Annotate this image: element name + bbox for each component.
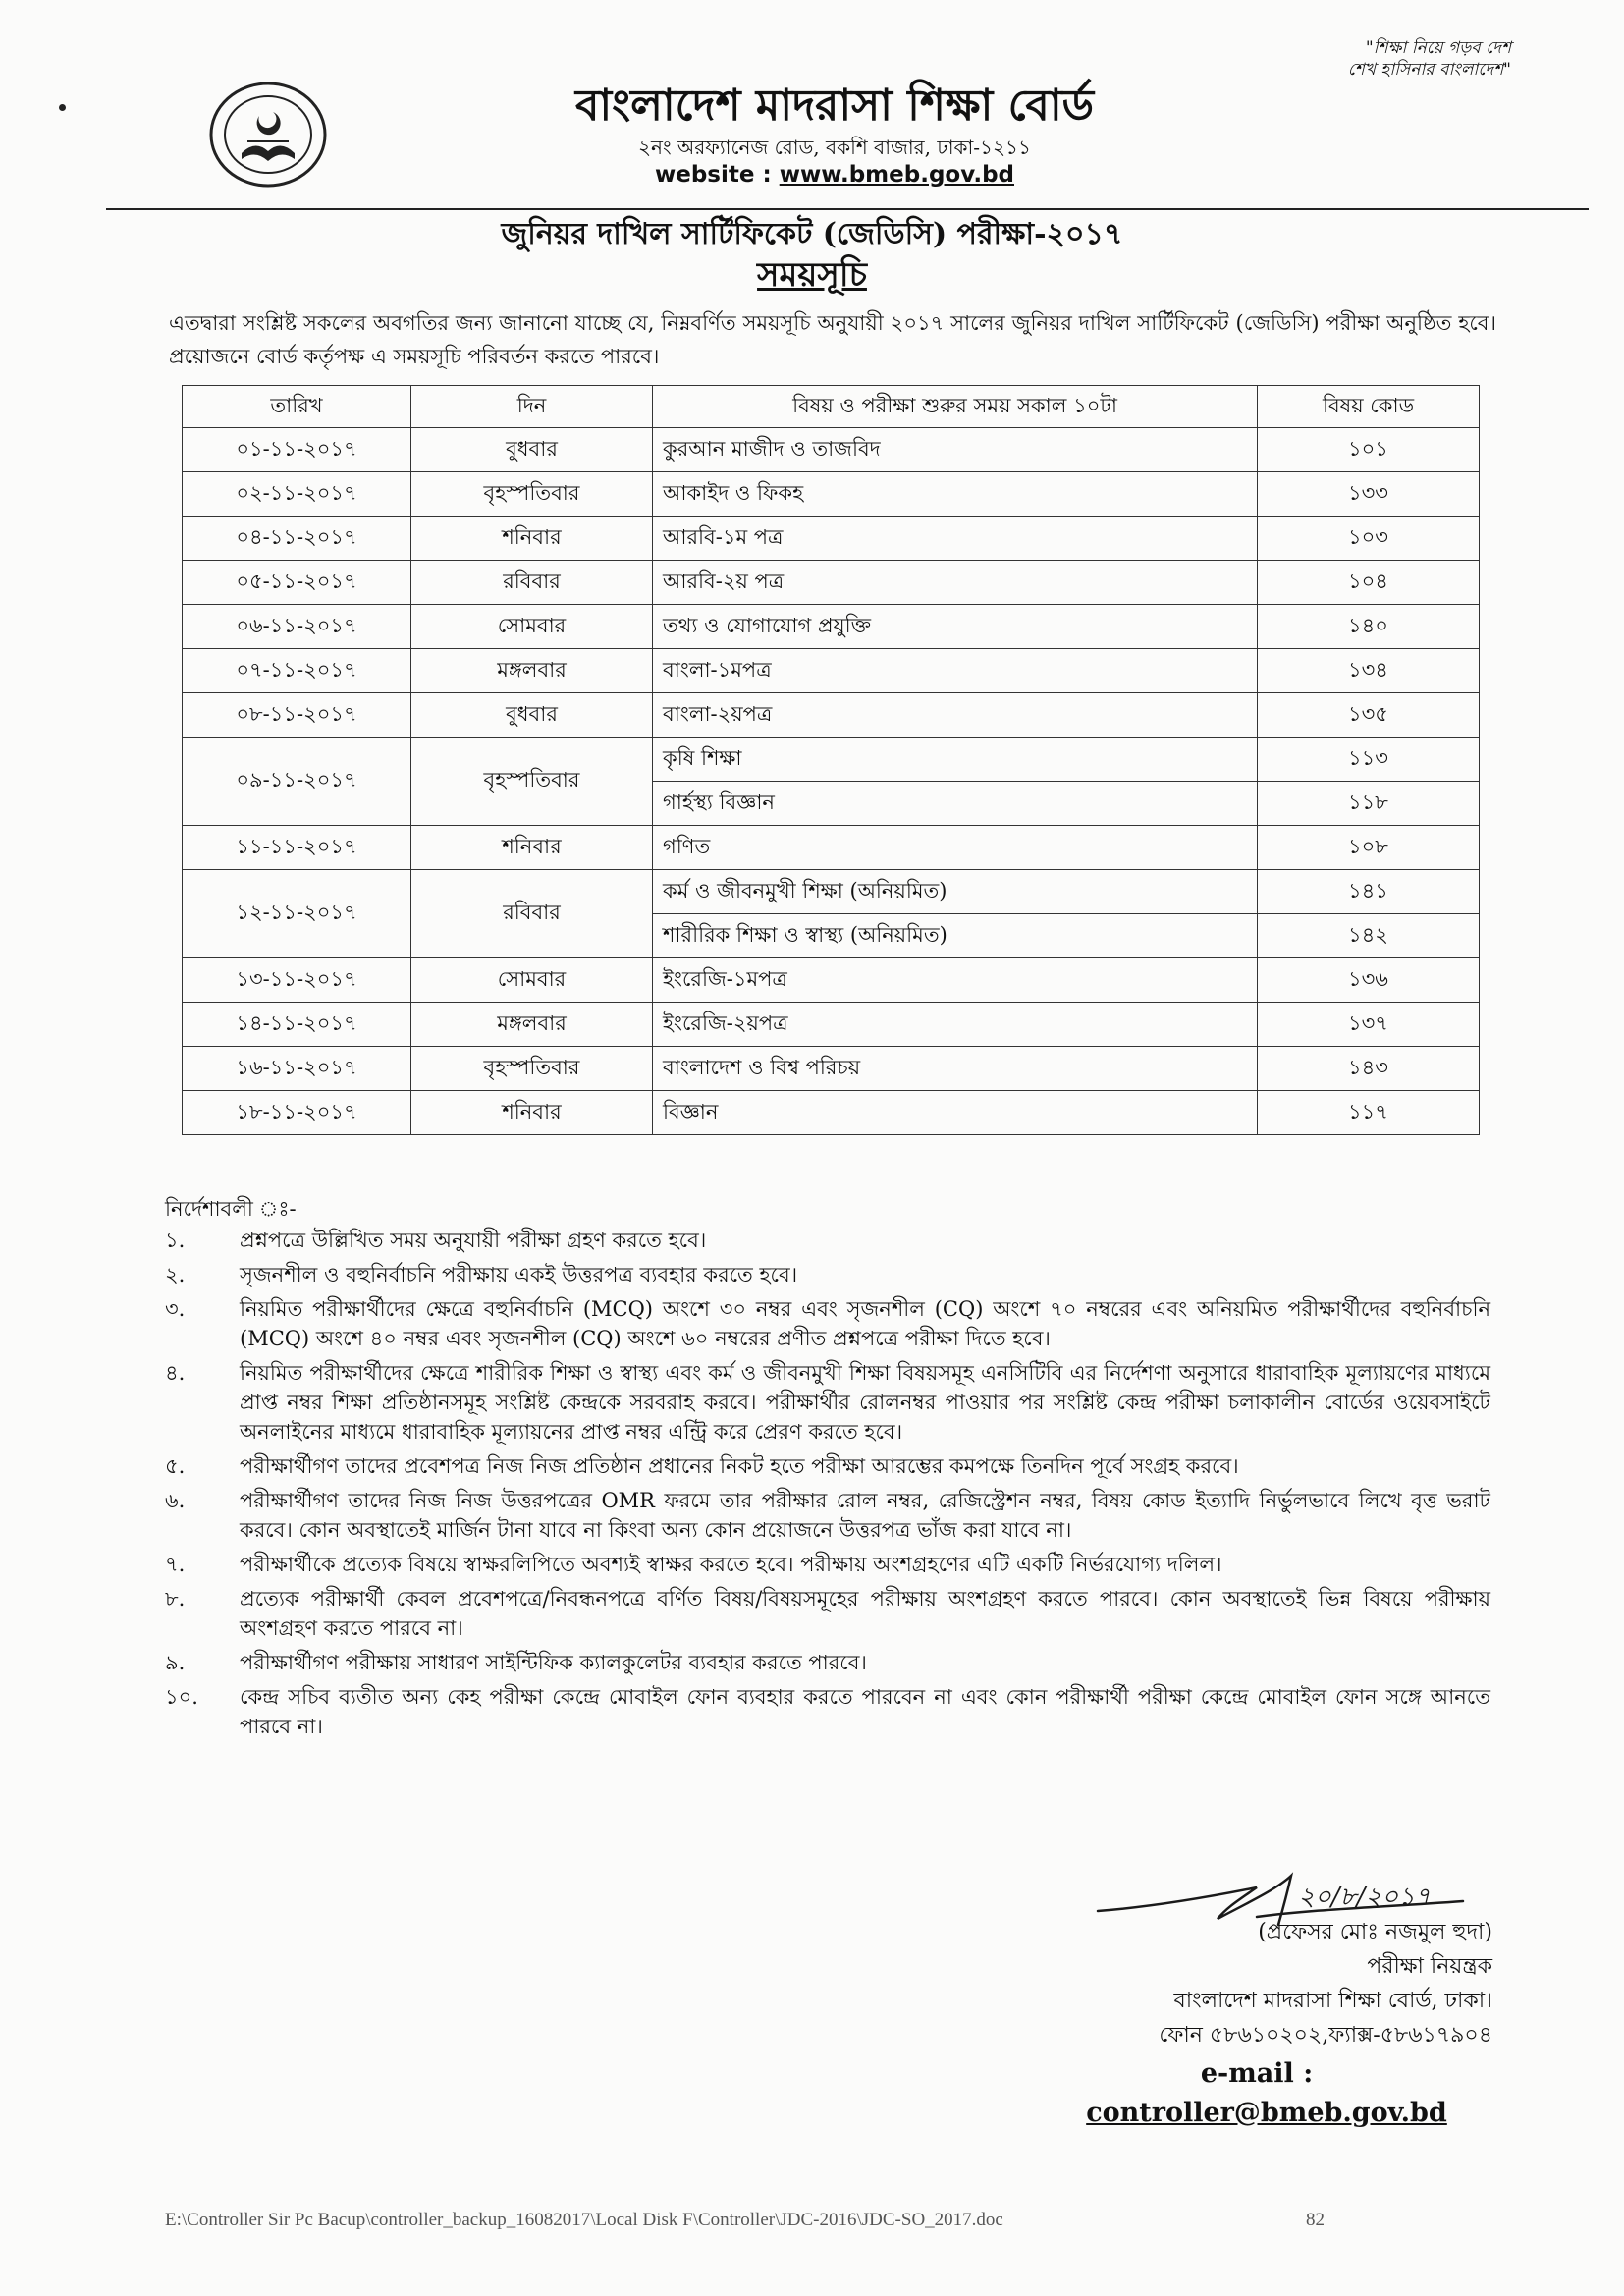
cell-subject: আরবি-২য় পত্র (653, 561, 1258, 605)
cell-subject: শারীরিক শিক্ষা ও স্বাস্থ্য (অনিয়মিত) (653, 914, 1258, 958)
instruction-number: ৩. (165, 1297, 186, 1321)
cell-date: ০২-১১-২০১৭ (183, 472, 411, 517)
cell-subject: বাংলা-১মপত্র (653, 649, 1258, 693)
cell-code: ১৩৭ (1258, 1003, 1480, 1047)
table-row (183, 1003, 1480, 1047)
table-row (183, 428, 1480, 472)
cell-code: ১৪০ (1258, 605, 1480, 649)
instruction-number: ১০. (165, 1685, 198, 1709)
cell-day: বুধবার (411, 693, 653, 738)
table-row (183, 649, 1480, 693)
cell-subject: বিজ্ঞান (653, 1091, 1258, 1135)
instruction-text: কেন্দ্র সচিব ব্যতীত অন্য কেহ পরীক্ষা কেন্দ্রে মোবাইল ফোন ব্যবহার করতে পারবেন না এবং কোন পরীক্ষার্থী পরীক্ষা কেন্দ্রে মোবাইল ফোন সঙ্গে আনতে পারবে না। (240, 1685, 1490, 1738)
instructions-heading: নির্দেশাবলী ঃ- (165, 1197, 297, 1221)
cell-date: ০৬-১১-২০১৭ (183, 605, 411, 649)
cell-code: ১৩৩ (1258, 472, 1480, 517)
table-row (183, 958, 1480, 1003)
cell-subject: গণিত (653, 826, 1258, 870)
header-date: তারিখ (183, 386, 411, 428)
instruction-text: পরীক্ষার্থীগণ তাদের প্রবেশপত্র নিজ নিজ প্রতিষ্ঠান প্রধানের নিকট হতে পরীক্ষা আরম্ভের কমপক্ষে তিনদিন পূর্বে সংগ্রহ করবে। (240, 1454, 1239, 1478)
table-row (183, 870, 1480, 914)
instruction-number: ৭. (165, 1553, 186, 1576)
cell-day: মঙ্গলবার (411, 1003, 653, 1047)
instruction-text: পরীক্ষার্থীগণ তাদের নিজ নিজ উত্তরপত্রের OMR ফরমে তার পরীক্ষার রোল নম্বর, রেজিস্ট্রেশন নম্বর, বিষয় কোড ইত্যাদি নির্ভুলভাবে লিখে বৃত্ত ভরাট করবে। কোন অবস্থাতেই মার্জিন টানা যাবে না কিংবা অন্য কোন প্রয়োজনে উত্তরপত্র ভাঁজ করা যাবে না। (240, 1489, 1490, 1542)
cell-subject: আকাইদ ও ফিকহ (653, 472, 1258, 517)
cell-subject: কৃষি শিক্ষা (653, 738, 1258, 782)
website-label: website : (655, 162, 772, 188)
instruction-item (165, 1648, 1490, 1677)
cell-day: সোমবার (411, 958, 653, 1003)
cell-subject: কুরআন মাজীদ ও তাজবিদ (653, 428, 1258, 472)
instruction-item (165, 1226, 1490, 1255)
signature-block (982, 1915, 1492, 2052)
cell-day: সোমবার (411, 605, 653, 649)
instruction-number: ৬. (165, 1489, 186, 1512)
cell-subject: ইংরেজি-১মপত্র (653, 958, 1258, 1003)
instruction-text: প্রশ্নপত্রে উল্লিখিত সময় অনুযায়ী পরীক্ষা গ্রহণ করতে হবে। (240, 1229, 707, 1252)
email-label: e-mail : (1200, 2058, 1314, 2089)
cell-date: ১৮-১১-২০১৭ (183, 1091, 411, 1135)
table-row (183, 1047, 1480, 1091)
instructions-list (165, 1226, 1490, 1746)
org-website (491, 160, 1178, 190)
cell-date: ১২-১১-২০১৭ (183, 870, 411, 958)
table-row (183, 605, 1480, 649)
cell-code: ১৪১ (1258, 870, 1480, 914)
cell-code: ১০৮ (1258, 826, 1480, 870)
instruction-text: পরীক্ষার্থীগণ পরীক্ষায় সাধারণ সাইন্টিফিক ক্যালকুলেটর ব্যবহার করতে পারবে। (240, 1651, 867, 1674)
email-link[interactable]: controller@bmeb.gov.bd (1086, 2098, 1447, 2128)
cell-date: ১১-১১-২০১৭ (183, 826, 411, 870)
signatory-name: (প্রফেসর মোঃ নজমুল হুদা) (1258, 1920, 1492, 1944)
cell-code: ১০১ (1258, 428, 1480, 472)
instruction-number: ২. (165, 1263, 186, 1286)
instruction-number: ১. (165, 1229, 186, 1252)
footer-file-path: E:\Controller Sir Pc Bacup\controller_backup_16082017\Local Disk F\Controller\JDC-2016\JDC-SO_2017.doc (165, 2210, 1003, 2230)
motto (1197, 37, 1511, 81)
table-row (183, 738, 1480, 782)
table-row (183, 472, 1480, 517)
signatory-office: বাংলাদেশ মাদরাসা শিক্ষা বোর্ড, ঢাকা। (1173, 1989, 1492, 2013)
instruction-text: নিয়মিত পরীক্ষার্থীদের ক্ষেত্রে বহুনির্বাচনি (MCQ) অংশে ৩০ নম্বর এবং সৃজনশীল (CQ) অংশে ৭০ নম্বরের এবং অনিয়মিত পরীক্ষার্থীদের বহুনির্বাচনি (MCQ) অংশে ৪০ নম্বর এবং সৃজনশীল (CQ) অংশে ৬০ নম্বরের প্রণীত প্রশ্নপত্রে পরীক্ষা দিতে হবে। (240, 1297, 1490, 1350)
table-row (183, 826, 1480, 870)
cell-code: ১৩৪ (1258, 649, 1480, 693)
table-header-row (183, 386, 1480, 428)
table-row (183, 693, 1480, 738)
cell-date: ০৮-১১-২০১৭ (183, 693, 411, 738)
instruction-text: সৃজনশীল ও বহুনির্বাচনি পরীক্ষায় একই উত্তরপত্র ব্যবহার করতে হবে। (240, 1263, 798, 1286)
cell-code: ১৩৬ (1258, 958, 1480, 1003)
instruction-number: ৮. (165, 1587, 186, 1611)
instruction-number: ৪. (165, 1361, 186, 1385)
motto-line-1: "শিক্ষা নিয়ে গড়ব দেশ (1365, 38, 1511, 58)
header-day: দিন (411, 386, 653, 428)
org-name: বাংলাদেশ মাদরাসা শিক্ষা বোর্ড (574, 81, 1095, 131)
signature-date: ২০/৮/২০১৭ (1298, 1883, 1432, 1912)
instruction-item (165, 1682, 1490, 1741)
signatory-designation: পরীক্ষা নিয়ন্ত্রক (1367, 1954, 1492, 1979)
instruction-item (165, 1584, 1490, 1643)
cell-day: বৃহস্পতিবার (411, 1047, 653, 1091)
header-rule (106, 208, 1589, 210)
cell-subject: তথ্য ও যোগাযোগ প্রযুক্তি (653, 605, 1258, 649)
cell-date: ১৬-১১-২০১৭ (183, 1047, 411, 1091)
cell-subject: বাংলাদেশ ও বিশ্ব পরিচয় (653, 1047, 1258, 1091)
instruction-item (165, 1358, 1490, 1447)
cell-code: ১৩৫ (1258, 693, 1480, 738)
cell-date: ০৫-১১-২০১৭ (183, 561, 411, 605)
exam-title: জুনিয়র দাখিল সার্টিফিকেট (জেডিসি) পরীক্ষা-২০১৭ (501, 217, 1123, 251)
instruction-text: নিয়মিত পরীক্ষার্থীদের ক্ষেত্রে শারীরিক শিক্ষা ও স্বাস্থ্য এবং কর্ম ও জীবনমুখী শিক্ষা বিষয়সমূহ এনসিটিবি এর নির্দেশণা অনুসারে ধারাবাহিক মূল্যায়ণের মাধ্যমে প্রাপ্ত নম্বর শিক্ষা প্রতিষ্ঠানসমূহ সংশ্লিষ্ট কেন্দ্রকে সরবরাহ করবে। পরীক্ষার্থীর রোলনম্বর পাওয়ার পর সংশ্লিষ্ট কেন্দ্র পরীক্ষা চলাকালীন বোর্ডের ওয়েবসাইটে অনলাইনের মাধ্যমে ধারাবাহিক মূল্যায়নের প্রাপ্ত নম্বর এন্ট্রি করে প্রেরণ করতে হবে। (240, 1361, 1490, 1444)
schedule-table (182, 385, 1480, 1135)
instruction-number: ৫. (165, 1454, 186, 1478)
instruction-item (165, 1486, 1490, 1545)
instruction-text: পরীক্ষার্থীকে প্রত্যেক বিষয়ে স্বাক্ষরলিপিতে অবশ্যই স্বাক্ষর করতে হবে। পরীক্ষায় অংশগ্রহণের এটি একটি নির্ভরযোগ্য দলিল। (240, 1553, 1222, 1576)
cell-date: ০১-১১-২০১৭ (183, 428, 411, 472)
cell-subject: বাংলা-২য়পত্র (653, 693, 1258, 738)
website-link[interactable]: www.bmeb.gov.bd (779, 162, 1014, 188)
motto-line-2: শেখ হাসিনার বাংলাদেশ" (1347, 60, 1511, 80)
org-address: ২নং অরফ্যানেজ রোড, বকশি বাজার, ঢাকা-১২১১ (638, 136, 1031, 159)
cell-day: শনিবার (411, 826, 653, 870)
table-row (183, 517, 1480, 561)
cell-subject: ইংরেজি-২য়পত্র (653, 1003, 1258, 1047)
cell-day: রবিবার (411, 561, 653, 605)
cell-date: ১৪-১১-২০১৭ (183, 1003, 411, 1047)
intro-paragraph: এতদ্বারা সংশ্লিষ্ট সকলের অবগতির জন্য জানানো যাচ্ছে যে, নিম্নবর্ণিত সময়সূচি অনুযায়ী ২০১৭ সালের জুনিয়র দাখিল সার্টিফিকেট (জেডিসি) পরীক্ষা অনুষ্ঠিত হবে। প্রয়োজনে বোর্ড কর্তৃপক্ষ এ সময়সূচি পরিবর্তন করতে পারবে। (169, 311, 1496, 368)
cell-subject: কর্ম ও জীবনমুখী শিক্ষা (অনিয়মিত) (653, 870, 1258, 914)
board-seal-logo (208, 81, 328, 189)
cell-code: ১১৭ (1258, 1091, 1480, 1135)
cell-code: ১০৩ (1258, 517, 1480, 561)
cell-code: ১৪৩ (1258, 1047, 1480, 1091)
instruction-item (165, 1451, 1490, 1481)
cell-date: ০৭-১১-২০১৭ (183, 649, 411, 693)
cell-date: ০৪-১১-২০১৭ (183, 517, 411, 561)
cell-date: ১৩-১১-২০১৭ (183, 958, 411, 1003)
table-row (183, 561, 1480, 605)
signatory-phone: ফোন ৫৮৬১০২০২,ফ্যাক্স-৫৮৬১৭৯০৪ (1159, 2023, 1492, 2048)
instruction-item (165, 1294, 1490, 1353)
cell-day: শনিবার (411, 1091, 653, 1135)
cell-day: বৃহস্পতিবার (411, 472, 653, 517)
instruction-item (165, 1550, 1490, 1579)
cell-day: বুধবার (411, 428, 653, 472)
cell-code: ১৪২ (1258, 914, 1480, 958)
instruction-item (165, 1260, 1490, 1289)
table-row (183, 1091, 1480, 1135)
cell-subject: গার্হস্থ্য বিজ্ঞান (653, 782, 1258, 826)
cell-subject: আরবি-১ম পত্র (653, 517, 1258, 561)
header-code: বিষয় কোড (1258, 386, 1480, 428)
header-subject: বিষয় ও পরীক্ষা শুরুর সময় সকাল ১০টা (653, 386, 1258, 428)
bullet-mark (59, 104, 66, 111)
cell-day: বৃহস্পতিবার (411, 738, 653, 826)
cell-day: মঙ্গলবার (411, 649, 653, 693)
instruction-text: প্রত্যেক পরীক্ষার্থী কেবল প্রবেশপত্রে/নিবন্ধনপত্রে বর্ণিত বিষয়/বিষয়সমূহের পরীক্ষায় অংশগ্রহণ করতে পারবে। কোন অবস্থাতেই ভিন্ন বিষয়ে পরীক্ষায় অংশগ্রহণ করতে পারবে না। (240, 1587, 1490, 1640)
schedule-title: সময়সূচি (757, 255, 867, 295)
cell-day: রবিবার (411, 870, 653, 958)
cell-code: ১১৮ (1258, 782, 1480, 826)
cell-code: ১০৪ (1258, 561, 1480, 605)
instruction-number: ৯. (165, 1651, 186, 1674)
cell-date: ০৯-১১-২০১৭ (183, 738, 411, 826)
cell-day: শনিবার (411, 517, 653, 561)
footer-page-number: 82 (1306, 2210, 1325, 2230)
cell-code: ১১৩ (1258, 738, 1480, 782)
schedule-table-body (183, 428, 1480, 1135)
